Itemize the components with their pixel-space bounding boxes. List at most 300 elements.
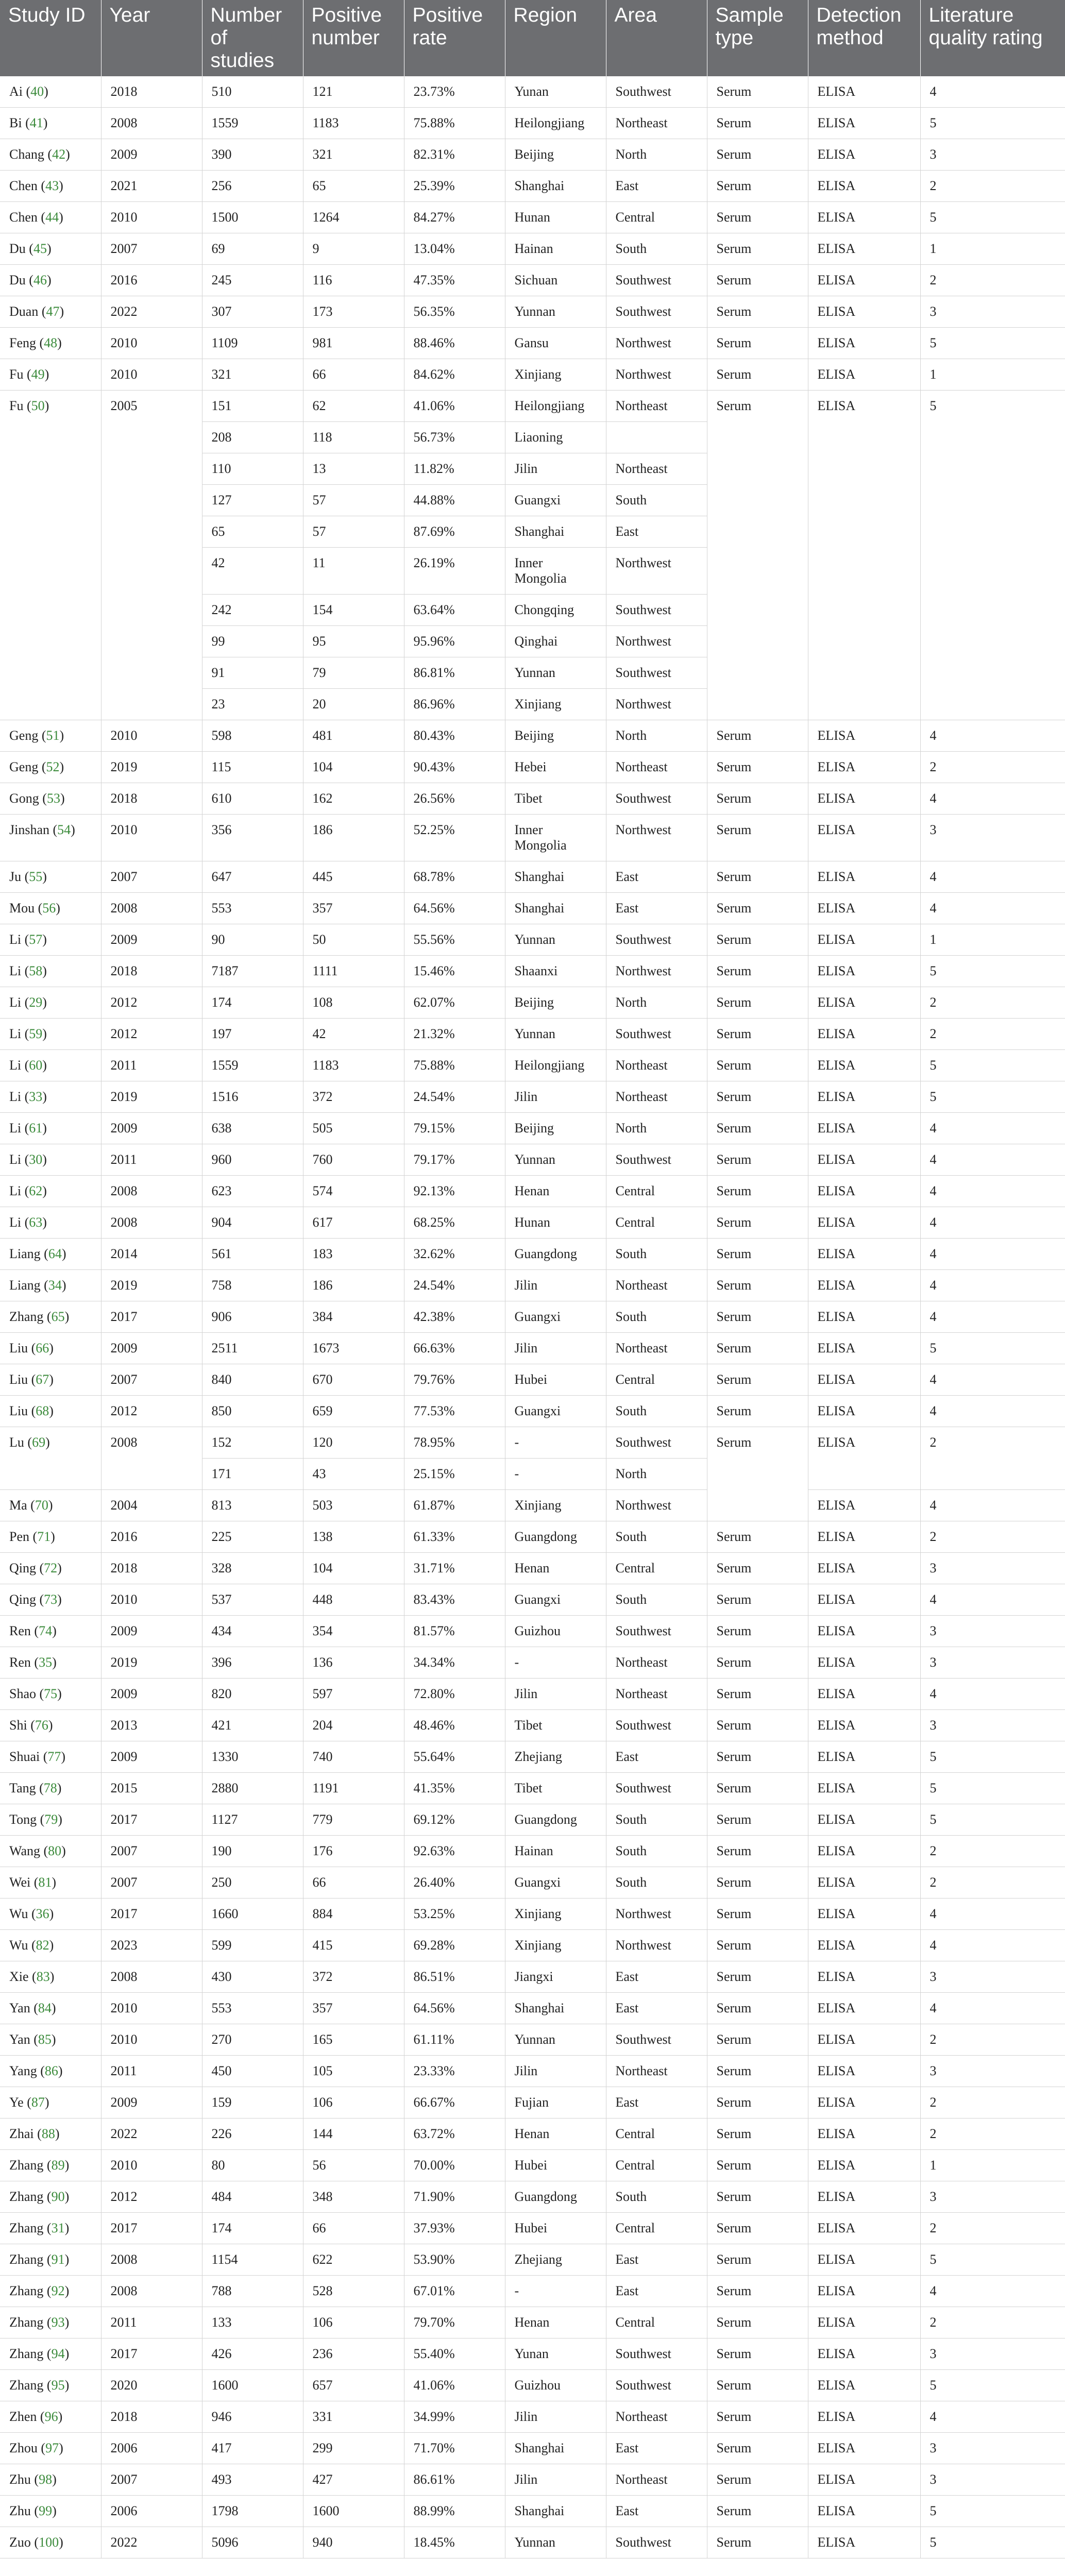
reference-link[interactable]: 93 [51, 2315, 65, 2330]
sample-type-cell: Serum [707, 956, 808, 987]
region-cell: Henan [505, 2119, 606, 2150]
positive-number-cell: 106 [303, 2087, 404, 2119]
area-cell: Northeast [606, 1647, 707, 1679]
reference-link[interactable]: 59 [29, 1026, 43, 1041]
number-of-studies-cell: 598 [202, 720, 303, 752]
positive-number-cell: 42 [303, 1019, 404, 1050]
positive-rate-cell: 75.88% [404, 108, 505, 139]
sample-type-cell: Serum [707, 783, 808, 815]
number-of-studies-cell: 250 [202, 1867, 303, 1899]
quality-rating-cell: 2 [920, 2024, 1065, 2056]
sample-type-cell: Serum [707, 2401, 808, 2433]
detection-method-cell: ELISA [808, 1144, 920, 1176]
study-id-cell: Ye (87) [0, 2087, 101, 2119]
positive-number-cell: 118 [303, 422, 404, 453]
detection-method-cell: ELISA [808, 2213, 920, 2244]
detection-method-cell: ELISA [808, 2119, 920, 2150]
table-row [0, 1050, 1065, 1081]
reference-link[interactable]: 86 [44, 2063, 58, 2078]
quality-rating-cell: 4 [920, 893, 1065, 924]
reference-link[interactable]: 72 [44, 1561, 58, 1575]
year-cell: 2019 [101, 1270, 202, 1301]
reference-link[interactable]: 76 [35, 1718, 48, 1733]
reference-link[interactable]: 43 [45, 178, 59, 193]
table-row [0, 1270, 1065, 1301]
number-of-studies-cell: 321 [202, 359, 303, 391]
positive-rate-cell: 41.06% [404, 391, 505, 422]
sample-type-cell: Serum [707, 2338, 808, 2370]
detection-method-cell: ELISA [808, 1773, 920, 1804]
sample-type-cell [707, 626, 808, 657]
number-of-studies-cell: 159 [202, 2087, 303, 2119]
area-cell: East [606, 1741, 707, 1773]
area-cell: Northeast [606, 2464, 707, 2496]
region-cell: Inner Mongolia [505, 815, 606, 861]
reference-link[interactable]: 90 [51, 2189, 65, 2204]
positive-number-cell: 448 [303, 1584, 404, 1616]
region-cell: Sichuan [505, 265, 606, 296]
reference-link[interactable]: 77 [47, 1749, 61, 1764]
positive-number-cell: 43 [303, 1459, 404, 1490]
reference-link[interactable]: 89 [51, 2158, 65, 2173]
sample-type-cell: Serum [707, 1427, 808, 1459]
positive-number-cell: 11 [303, 548, 404, 595]
reference-link[interactable]: 91 [51, 2252, 65, 2267]
positive-number-cell: 354 [303, 1616, 404, 1647]
year-cell [101, 1459, 202, 1490]
sample-type-cell [707, 689, 808, 720]
positive-rate-cell: 79.76% [404, 1364, 505, 1396]
year-cell: 2010 [101, 2150, 202, 2181]
reference-link[interactable]: 81 [38, 1875, 52, 1890]
detection-method-cell: ELISA [808, 1647, 920, 1679]
detection-method-cell: ELISA [808, 1679, 920, 1710]
reference-link[interactable]: 83 [36, 1969, 50, 1984]
study-id-cell: Zhang (65) [0, 1301, 101, 1333]
study-author: Liu [9, 1403, 28, 1418]
positive-number-cell: 659 [303, 1396, 404, 1427]
area-cell: Northeast [606, 2401, 707, 2433]
reference-link[interactable]: 73 [44, 1592, 58, 1607]
study-id-cell: Li (63) [0, 1207, 101, 1239]
study-id-cell: Zuo (100) [0, 2527, 101, 2558]
study-author: Zhang [9, 2315, 44, 2330]
sample-type-cell: Serum [707, 1113, 808, 1144]
sample-type-cell: Serum [707, 2370, 808, 2401]
study-author: Wang [9, 1843, 40, 1858]
sample-type-cell: Serum [707, 2527, 808, 2558]
year-cell: 2012 [101, 987, 202, 1019]
reference-link[interactable]: 95 [51, 2378, 65, 2393]
study-author: Zhou [9, 2441, 38, 2455]
study-id-cell: Zhang (91) [0, 2244, 101, 2276]
quality-rating-cell: 1 [920, 233, 1065, 265]
reference-link[interactable]: 52 [46, 759, 60, 774]
region-cell: Jilin [505, 2401, 606, 2433]
study-id-cell: Zhen (96) [0, 2401, 101, 2433]
reference-link[interactable]: 100 [39, 2535, 59, 2550]
study-author: Ren [9, 1655, 31, 1670]
table-row [0, 783, 1065, 815]
region-cell: Guangdong [505, 1239, 606, 1270]
year-cell: 2011 [101, 1050, 202, 1081]
region-cell: Jiangxi [505, 1961, 606, 1993]
region-cell: Jilin [505, 1270, 606, 1301]
detection-method-cell: ELISA [808, 296, 920, 328]
positive-rate-cell: 15.46% [404, 956, 505, 987]
year-cell: 2011 [101, 2056, 202, 2087]
region-cell: Yunnan [505, 2527, 606, 2558]
positive-rate-cell: 69.12% [404, 1804, 505, 1836]
reference-link[interactable]: 79 [44, 1812, 58, 1827]
reference-link[interactable]: 68 [36, 1403, 49, 1418]
reference-link[interactable]: 85 [38, 2032, 52, 2047]
table-row [0, 657, 1065, 689]
area-cell: Northwest [606, 548, 707, 595]
quality-rating-cell: 1 [920, 2150, 1065, 2181]
detection-method-cell: ELISA [808, 1899, 920, 1930]
year-cell [101, 516, 202, 548]
quality-rating-cell: 4 [920, 1584, 1065, 1616]
table-row [0, 1773, 1065, 1804]
year-cell [101, 689, 202, 720]
table-row [0, 1836, 1065, 1867]
reference-link[interactable]: 94 [51, 2346, 65, 2361]
reference-link[interactable]: 65 [51, 1309, 65, 1324]
positive-number-cell: 622 [303, 2244, 404, 2276]
number-of-studies-cell: 840 [202, 1364, 303, 1396]
year-cell: 2012 [101, 1396, 202, 1427]
region-cell: - [505, 1647, 606, 1679]
reference-link[interactable]: 48 [44, 335, 58, 350]
study-id-cell: Zhu (99) [0, 2496, 101, 2527]
reference-link[interactable]: 66 [36, 1341, 49, 1355]
detection-method-cell: ELISA [808, 328, 920, 359]
quality-rating-cell: 3 [920, 296, 1065, 328]
area-cell: East [606, 2496, 707, 2527]
study-id-cell: Wang (80) [0, 1836, 101, 1867]
region-cell: Liaoning [505, 422, 606, 453]
study-author: Tong [9, 1812, 37, 1827]
reference-link[interactable]: 30 [29, 1152, 43, 1167]
reference-link[interactable]: 58 [29, 963, 43, 978]
positive-rate-cell: 84.27% [404, 202, 505, 233]
study-id-cell: Pen (71) [0, 1521, 101, 1553]
detection-method-cell: ELISA [808, 987, 920, 1019]
table-row [0, 1647, 1065, 1679]
table-row [0, 1490, 1065, 1521]
region-cell: Guangdong [505, 1804, 606, 1836]
detection-method-cell [808, 453, 920, 485]
positive-number-cell: 121 [303, 76, 404, 108]
region-cell: Jilin [505, 1081, 606, 1113]
reference-link[interactable]: 70 [35, 1498, 48, 1513]
positive-number-cell: 9 [303, 233, 404, 265]
year-cell: 2007 [101, 233, 202, 265]
reference-link[interactable]: 78 [43, 1781, 57, 1795]
quality-rating-cell: 2 [920, 1019, 1065, 1050]
detection-method-cell [808, 485, 920, 516]
area-cell: Southwest [606, 2370, 707, 2401]
reference-link[interactable]: 45 [33, 241, 47, 256]
study-author: Ma [9, 1498, 27, 1513]
positive-rate-cell: 56.73% [404, 422, 505, 453]
positive-number-cell: 173 [303, 296, 404, 328]
number-of-studies-cell: 1660 [202, 1899, 303, 1930]
detection-method-cell: ELISA [808, 1364, 920, 1396]
reference-link[interactable]: 71 [37, 1529, 51, 1544]
sample-type-cell: Serum [707, 1930, 808, 1961]
year-cell: 2016 [101, 1521, 202, 1553]
quality-rating-cell [920, 453, 1065, 485]
area-cell: Southwest [606, 1019, 707, 1050]
reference-link[interactable]: 44 [45, 210, 59, 225]
reference-link[interactable]: 31 [51, 2221, 65, 2235]
year-cell: 2009 [101, 1679, 202, 1710]
number-of-studies-cell: 396 [202, 1647, 303, 1679]
positive-number-cell: 1111 [303, 956, 404, 987]
area-cell: Southwest [606, 657, 707, 689]
region-cell: Hubei [505, 2213, 606, 2244]
positive-rate-cell: 26.40% [404, 1867, 505, 1899]
region-cell: Guangdong [505, 2181, 606, 2213]
year-cell: 2010 [101, 202, 202, 233]
positive-number-cell: 357 [303, 1993, 404, 2024]
detection-method-cell: ELISA [808, 1427, 920, 1459]
area-cell: North [606, 720, 707, 752]
detection-method-cell: ELISA [808, 1553, 920, 1584]
area-cell: Southwest [606, 2527, 707, 2558]
sample-type-cell: Serum [707, 987, 808, 1019]
region-cell: Beijing [505, 720, 606, 752]
table-row [0, 924, 1065, 956]
quality-rating-cell [920, 657, 1065, 689]
study-author: Zhang [9, 2221, 44, 2235]
positive-number-cell: 940 [303, 2527, 404, 2558]
reference-link[interactable]: 84 [38, 2001, 52, 2015]
positive-rate-cell: 13.04% [404, 233, 505, 265]
area-cell: South [606, 1584, 707, 1616]
study-author: Zhang [9, 1309, 44, 1324]
area-cell: Southwest [606, 296, 707, 328]
table-row [0, 1207, 1065, 1239]
reference-link[interactable]: 98 [39, 2472, 53, 2487]
table-row [0, 1019, 1065, 1050]
detection-method-cell: ELISA [808, 2181, 920, 2213]
table-row [0, 1239, 1065, 1270]
reference-link[interactable]: 33 [29, 1089, 43, 1104]
study-author: Li [9, 1152, 22, 1167]
sample-type-cell: Serum [707, 1616, 808, 1647]
positive-rate-cell: 70.00% [404, 2150, 505, 2181]
reference-link[interactable]: 50 [31, 398, 45, 413]
study-author: Bi [9, 115, 22, 130]
area-cell: Central [606, 2307, 707, 2338]
study-id-cell: Li (29) [0, 987, 101, 1019]
reference-link[interactable]: 29 [29, 995, 43, 1010]
reference-link[interactable]: 46 [33, 273, 47, 287]
study-author: Ye [9, 2095, 24, 2110]
reference-link[interactable]: 63 [29, 1215, 43, 1230]
year-cell: 2007 [101, 861, 202, 893]
positive-number-cell: 357 [303, 893, 404, 924]
reference-link[interactable]: 88 [41, 2126, 55, 2141]
sample-type-cell: Serum [707, 2433, 808, 2464]
reference-link[interactable]: 61 [29, 1121, 43, 1136]
sample-type-cell: Serum [707, 1176, 808, 1207]
study-author: Liang [9, 1246, 41, 1261]
sample-type-cell: Serum [707, 893, 808, 924]
detection-method-cell: ELISA [808, 2527, 920, 2558]
detection-method-cell: ELISA [808, 1396, 920, 1427]
study-id-cell: Li (30) [0, 1144, 101, 1176]
year-cell: 2019 [101, 1647, 202, 1679]
quality-rating-cell: 5 [920, 2370, 1065, 2401]
positive-rate-cell: 56.35% [404, 296, 505, 328]
study-author: Li [9, 1215, 22, 1230]
region-cell: Hainan [505, 1836, 606, 1867]
study-id-cell: Zhang (93) [0, 2307, 101, 2338]
positive-rate-cell: 83.43% [404, 1584, 505, 1616]
reference-link[interactable]: 42 [52, 147, 66, 162]
positive-number-cell: 136 [303, 1647, 404, 1679]
study-id-cell: Wei (81) [0, 1867, 101, 1899]
reference-link[interactable]: 36 [36, 1906, 49, 1921]
area-cell: North [606, 1459, 707, 1490]
region-cell: Shanghai [505, 893, 606, 924]
positive-rate-cell: 52.25% [404, 815, 505, 861]
region-cell: Yunnan [505, 924, 606, 956]
reference-link[interactable]: 40 [30, 84, 44, 99]
region-cell: Fujian [505, 2087, 606, 2119]
quality-rating-cell: 3 [920, 815, 1065, 861]
area-cell: South [606, 1301, 707, 1333]
positive-rate-cell: 11.82% [404, 453, 505, 485]
positive-rate-cell: 23.73% [404, 76, 505, 108]
reference-link[interactable]: 60 [29, 1058, 43, 1073]
number-of-studies-cell: 960 [202, 1144, 303, 1176]
area-cell: Northwest [606, 1930, 707, 1961]
reference-link[interactable]: 47 [46, 304, 60, 319]
quality-rating-cell: 3 [920, 1553, 1065, 1584]
reference-link[interactable]: 80 [48, 1843, 62, 1858]
positive-number-cell: 183 [303, 1239, 404, 1270]
quality-rating-cell: 4 [920, 720, 1065, 752]
year-cell: 2022 [101, 2527, 202, 2558]
table-row [0, 202, 1065, 233]
study-id-cell: Zhang (90) [0, 2181, 101, 2213]
reference-link[interactable]: 57 [29, 932, 43, 947]
reference-link[interactable]: 87 [31, 2095, 45, 2110]
reference-link[interactable]: 35 [39, 1655, 53, 1670]
study-id-cell: Zhang (92) [0, 2276, 101, 2307]
quality-rating-cell: 4 [920, 1490, 1065, 1521]
reference-link[interactable]: 56 [42, 901, 56, 916]
area-cell: Northwest [606, 359, 707, 391]
study-author: Zhen [9, 2409, 37, 2424]
reference-link[interactable]: 51 [46, 728, 60, 743]
reference-link[interactable]: 96 [44, 2409, 58, 2424]
positive-number-cell: 372 [303, 1081, 404, 1113]
year-cell: 2017 [101, 1301, 202, 1333]
region-cell: Xinjiang [505, 359, 606, 391]
positive-number-cell: 186 [303, 815, 404, 861]
quality-rating-cell: 4 [920, 1396, 1065, 1427]
reference-link[interactable]: 75 [44, 1686, 58, 1701]
reference-link[interactable]: 64 [48, 1246, 62, 1261]
number-of-studies-cell: 115 [202, 752, 303, 783]
reference-link[interactable]: 62 [29, 1183, 43, 1198]
sample-type-cell [707, 595, 808, 626]
study-author: Yan [9, 2032, 30, 2047]
positive-number-cell: 204 [303, 1710, 404, 1741]
region-cell: Yunnan [505, 1144, 606, 1176]
number-of-studies-cell: 151 [202, 391, 303, 422]
table-row [0, 595, 1065, 626]
table-row [0, 2244, 1065, 2276]
region-cell: Qinghai [505, 626, 606, 657]
region-cell: Hubei [505, 2150, 606, 2181]
quality-rating-cell: 3 [920, 1647, 1065, 1679]
area-cell: Northeast [606, 108, 707, 139]
number-of-studies-cell: 510 [202, 76, 303, 108]
positive-rate-cell: 25.15% [404, 1459, 505, 1490]
study-author: Ren [9, 1623, 31, 1638]
detection-method-cell: ELISA [808, 2276, 920, 2307]
study-author: Geng [9, 728, 39, 743]
reference-link[interactable]: 97 [45, 2441, 59, 2455]
reference-link[interactable]: 99 [39, 2503, 53, 2518]
reference-link[interactable]: 54 [57, 822, 71, 837]
table-row [0, 76, 1065, 108]
study-id-cell: Ren (35) [0, 1647, 101, 1679]
reference-link[interactable]: 92 [51, 2283, 65, 2298]
year-cell: 2014 [101, 1239, 202, 1270]
sample-type-cell: Serum [707, 1050, 808, 1081]
detection-method-cell: ELISA [808, 1239, 920, 1270]
reference-link[interactable]: 41 [29, 115, 43, 130]
quality-rating-cell: 2 [920, 1521, 1065, 1553]
year-cell: 2009 [101, 139, 202, 171]
study-id-cell: Zhou (97) [0, 2433, 101, 2464]
reference-link[interactable]: 69 [32, 1435, 46, 1450]
study-author: Fu [9, 398, 24, 413]
sample-type-cell: Serum [707, 1710, 808, 1741]
year-cell: 2010 [101, 1993, 202, 2024]
reference-link[interactable]: 49 [31, 367, 45, 382]
sample-type-cell: Serum [707, 1081, 808, 1113]
year-cell: 2016 [101, 265, 202, 296]
reference-link[interactable]: 34 [48, 1278, 62, 1293]
sample-type-cell: Serum [707, 391, 808, 422]
positive-rate-cell: 48.46% [404, 1710, 505, 1741]
table-row [0, 1521, 1065, 1553]
reference-link[interactable]: 53 [46, 791, 60, 806]
sample-type-cell: Serum [707, 2150, 808, 2181]
sample-type-cell: Serum [707, 2276, 808, 2307]
reference-link[interactable]: 74 [39, 1623, 53, 1638]
reference-link[interactable]: 55 [29, 869, 43, 884]
positive-rate-cell: 66.67% [404, 2087, 505, 2119]
area-cell: Central [606, 1207, 707, 1239]
reference-link[interactable]: 82 [36, 1938, 49, 1953]
number-of-studies-cell: 174 [202, 2213, 303, 2244]
quality-rating-cell: 4 [920, 1301, 1065, 1333]
table-row [0, 626, 1065, 657]
number-of-studies-cell: 356 [202, 815, 303, 861]
year-cell: 2009 [101, 1333, 202, 1364]
reference-link[interactable]: 67 [36, 1372, 49, 1387]
